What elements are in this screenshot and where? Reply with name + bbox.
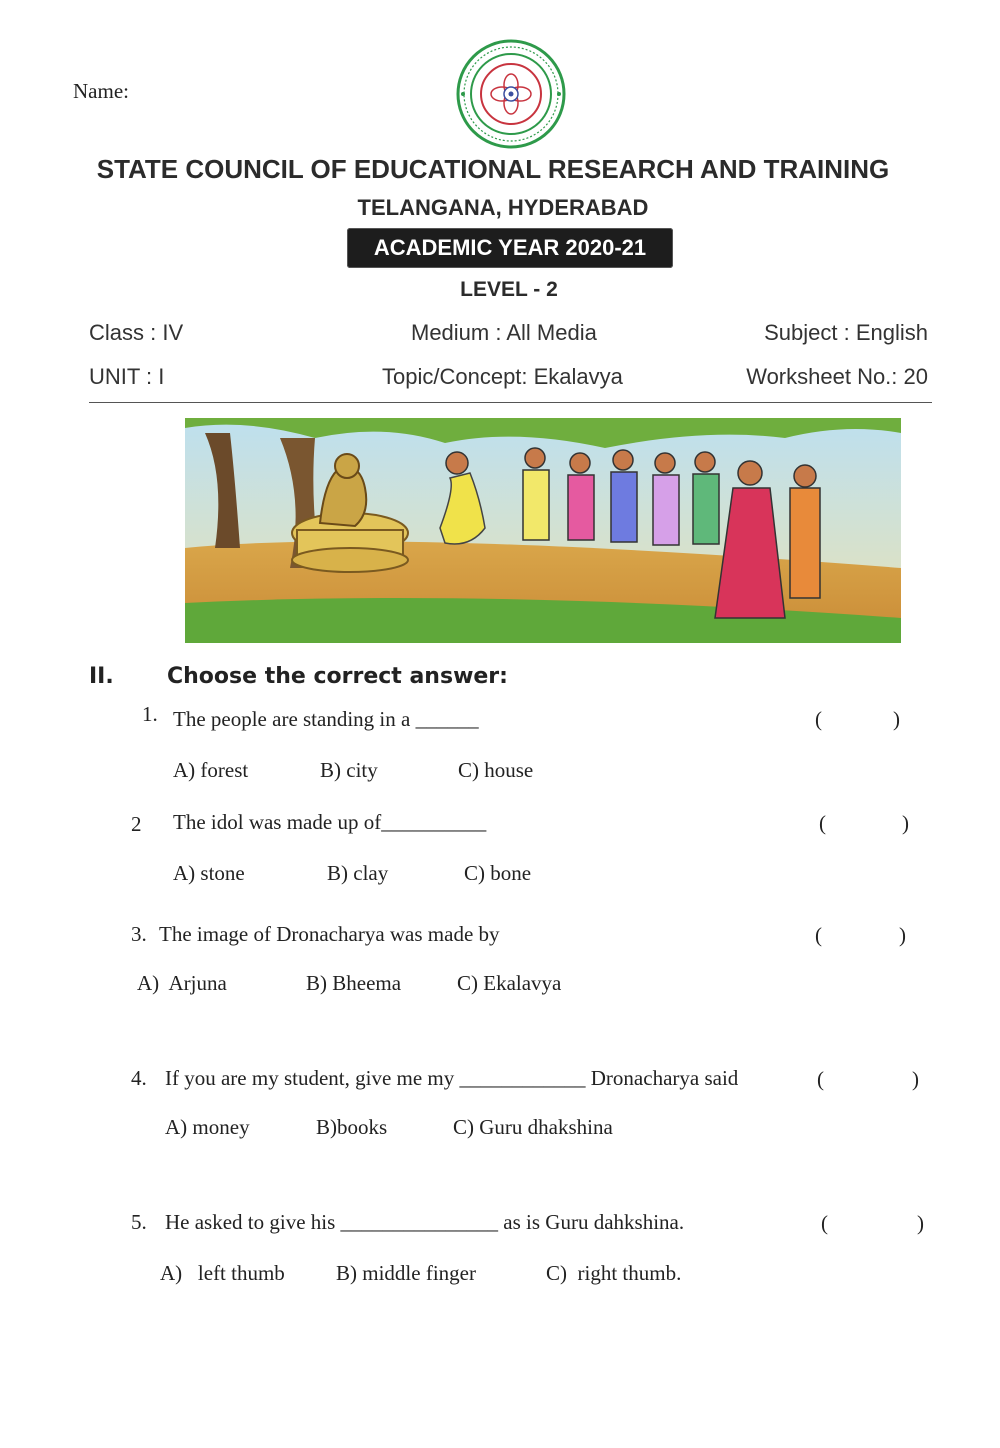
option-c: C) Guru dhakshina — [453, 1115, 613, 1139]
question-number: 5. — [131, 1210, 147, 1234]
answer-bracket-close: ) — [912, 1067, 919, 1091]
option-b: B) Bheema — [306, 971, 402, 995]
option-a: A) left thumb — [160, 1261, 285, 1285]
topic-label: Topic/Concept: Ekalavya — [382, 364, 623, 389]
question-text: The image of Dronacharya was made by — [159, 922, 500, 946]
question-number: 4. — [131, 1066, 147, 1090]
option-a: A) stone — [173, 861, 245, 885]
question-text: If you are my student, give me my ____________ Dronacharya said — [165, 1066, 739, 1090]
option-c: C) house — [458, 758, 534, 782]
org-subtitle: TELANGANA, HYDERABAD — [357, 195, 649, 220]
answer-bracket-open: ( — [815, 923, 822, 947]
answer-bracket-open: ( — [815, 707, 822, 731]
option-c: C) right thumb. — [546, 1261, 682, 1285]
level-label: LEVEL - 2 — [460, 278, 558, 301]
question-number: 2 — [131, 812, 142, 836]
question-number: 3. — [131, 922, 147, 946]
section-title: Choose the correct answer: — [167, 664, 508, 689]
question-number: 1. — [142, 702, 158, 726]
answer-bracket-close: ) — [899, 923, 906, 947]
question-text: The idol was made up of__________ — [173, 810, 487, 834]
option-b: B) clay — [327, 861, 389, 885]
section-number: II. — [89, 664, 114, 689]
question-text: He asked to give his _______________ as is Guru dahkshina. — [165, 1210, 685, 1234]
name-label: Name: — [73, 79, 129, 103]
option-c: C) bone — [464, 861, 532, 885]
option-b: B) middle finger — [336, 1261, 476, 1285]
class-label: Class : IV — [89, 320, 184, 345]
answer-bracket-close: ) — [893, 707, 900, 731]
subject-label: Subject : English — [764, 320, 928, 345]
option-c: C) Ekalavya — [457, 971, 562, 995]
option-a: A) forest — [173, 758, 249, 782]
answer-bracket-open: ( — [819, 811, 826, 835]
ekalavya-illustration — [185, 418, 901, 643]
option-b: B) city — [320, 758, 378, 782]
scert-logo — [455, 38, 567, 150]
worksheet-label: Worksheet No.: 20 — [746, 364, 928, 389]
answer-bracket-close: ) — [902, 811, 909, 835]
org-title: STATE COUNCIL OF EDUCATIONAL RESEARCH AND TRAINING — [96, 154, 890, 184]
unit-label: UNIT : I — [89, 364, 165, 389]
answer-bracket-close: ) — [917, 1211, 924, 1235]
header-divider — [89, 402, 932, 403]
answer-bracket-open: ( — [817, 1067, 824, 1091]
answer-bracket-open: ( — [821, 1211, 828, 1235]
option-b: B)books — [316, 1115, 388, 1139]
option-a: A) Arjuna — [137, 971, 227, 995]
question-text: The people are standing in a ______ — [173, 707, 479, 731]
option-a: A) money — [165, 1115, 250, 1139]
medium-label: Medium : All Media — [411, 320, 597, 345]
academic-year-badge: ACADEMIC YEAR 2020-21 — [347, 228, 673, 268]
